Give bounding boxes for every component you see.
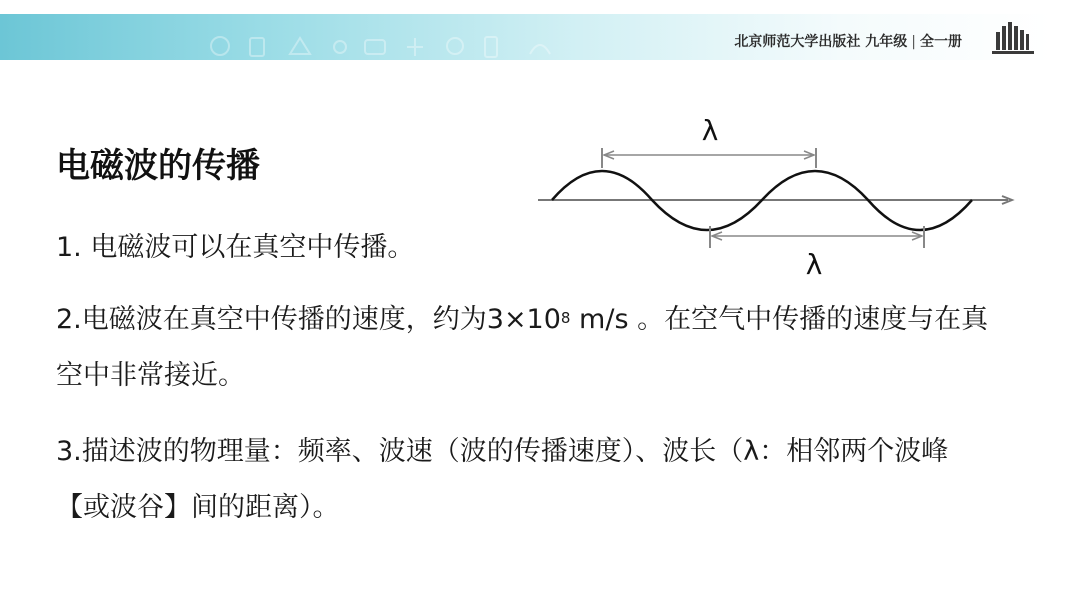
decorative-icons [200, 32, 580, 62]
lambda-label-bottom: λ [805, 248, 823, 281]
point-2 [56, 292, 996, 404]
point-2-text-a: 2.电磁波在真空中传播的速度，约为3×10 [56, 304, 561, 335]
publisher-logo-icon [992, 20, 1038, 56]
wavelength-diagram [532, 112, 1022, 282]
point-2-text-b: m/s 。在空气中传播的速度与在真空中非常接近。 [56, 304, 989, 391]
point-2-exponent: 8 [560, 309, 571, 327]
publisher-name: 北京师范大学出版社 九年级 [734, 34, 908, 50]
volume-label: 全一册 [920, 34, 962, 50]
publisher-separator: | [911, 34, 916, 50]
page-title: 电磁波的传播 [56, 146, 260, 186]
publisher-info [734, 31, 962, 51]
point-3: 3.描述波的物理量：频率、波速（波的传播速度）、波长（λ：相邻两个波峰【或波谷】间的距离）。 [56, 436, 949, 523]
lambda-label-top: λ [701, 114, 719, 147]
point-1: 1. 电磁波可以在真空中传播。 [56, 232, 415, 263]
